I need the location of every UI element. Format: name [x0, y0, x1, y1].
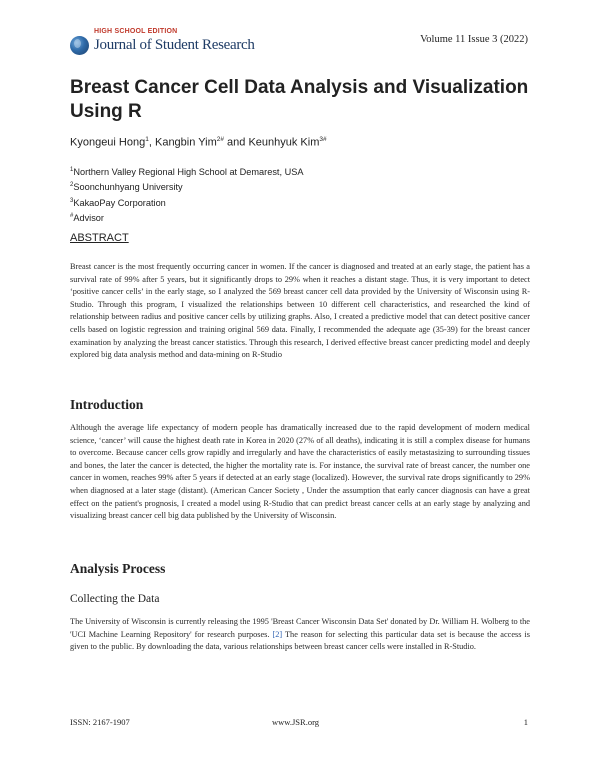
footer-website: www.JSR.org [272, 717, 319, 727]
affiliation-list [70, 164, 303, 225]
affiliation-mark: 2 [70, 182, 74, 189]
journal-logo [70, 28, 270, 58]
author-separator: , [148, 136, 155, 149]
affiliation-text: Advisor [73, 213, 104, 224]
reference-link[interactable]: [2] [272, 629, 283, 639]
author-list [70, 136, 327, 149]
collecting-data-body [70, 616, 530, 654]
author-name: Keunhyuk Kim [248, 136, 320, 149]
collecting-data-subheading: Collecting the Data [70, 593, 160, 605]
author-mark: 1 [145, 136, 149, 143]
journal-edition: HIGH SCHOOL EDITION [94, 28, 178, 35]
analysis-heading: Analysis Process [70, 561, 166, 576]
author-mark: 3# [319, 136, 327, 143]
affiliation-text: Northern Valley Regional High School at Demarest, USA [73, 167, 304, 178]
globe-icon [70, 36, 89, 55]
author-name: Kyongeui Hong [70, 136, 146, 149]
affiliation-text: Soonchunhyang University [73, 182, 183, 193]
author-separator: and [223, 136, 249, 149]
affiliation-mark: 3 [70, 197, 74, 204]
affiliation-mark: 1 [70, 167, 74, 173]
affiliation-item [70, 179, 303, 194]
affiliation-item [70, 164, 303, 179]
introduction-heading: Introduction [70, 397, 144, 412]
affiliation-item [70, 210, 303, 225]
collecting-data-text: The reason for selecting this particular data set is because the access is given to the public. By downloading the data, various relationships between breast cancer cells were installed in R-Studio. [70, 629, 530, 652]
author-mark: 2# [216, 136, 224, 143]
abstract-heading: ABSTRACT [70, 232, 129, 244]
paper-title: Breast Cancer Cell Data Analysis and Visualization Using R [70, 77, 529, 122]
volume-issue: Volume 11 Issue 3 (2022) [420, 34, 528, 45]
collecting-data-text: The University of Wisconsin is currently releasing the 1995 'Breast Cancer Wisconsin Data Set' donated by Dr. William H. Wolberg to the 'UCI Machine Learning Repository' for research purposes. [70, 617, 530, 639]
author-name: Kangbin Yim [154, 136, 217, 149]
affiliation-mark: # [70, 213, 74, 220]
affiliation-text: KakaoPay Corporation [73, 197, 166, 208]
abstract-body: Breast cancer is the most frequently occurring cancer in women. If the cancer is diagnosed and treated at an early stage, the patient has a survival rate of 99% after 5 years, but it significantly drops to 29% when it reaches a distant stage. Thus, it is very important to detect ‘positive cancer cells’ in the early stage, so I analyzed the 569 breast cancer cell data provided by the University of Wisconsin using R-Studio. Through this program, I visualized the relationships between 10 different cell characteristics, and researched the kind of relationship between radius and positive cancer cells by utilizing graphs. Also, I created a predictive model that can detect positive cancer cells based on logistic regression and training original 569 data. Finally, I recommended the adequate age (35-39) for the breast cancer examination by analyzing the breast cancer statistics. Through this research, I derived effective breast cancer predicting model and deeply explored big data analysis method and data-mining on R-Studio [70, 262, 530, 360]
footer-issn: ISSN: 2167-1907 [70, 717, 130, 727]
journal-name: Journal of Student Research [94, 37, 255, 53]
affiliation-item [70, 195, 303, 210]
introduction-body: Although the average life expectancy of modern people has dramatically increased due to the rapid development of modern medical science, ‘cancer’ will cause the highest death rate in Korea in 2020 (27% of all deaths), indicating it is still a complex disease for humans to overcome. Because cancer cells grow rapidly and irregularly and have the characteristics of easily metastasizing to surrounding tissues and bones, the later the cancer is detected, the higher the mortality rate is. For instance, the survival rate of breast cancer, the number one cancer in women, reaches 99% after 5 years if detected at an early stage (localized). However, the survival rate drops significantly to 29% when diagnosed at a later stage (distant). (American Cancer Society , Under the assumption that early cancer diagnosis can have a great effect on the patient's prognosis, I created a model using R-Studio that can predict breast cancer cells at an early stage by analyzing and visualizing breast cancer cell big data published by the University of Wisconsin. [70, 423, 530, 521]
page-number: 1 [523, 717, 528, 727]
